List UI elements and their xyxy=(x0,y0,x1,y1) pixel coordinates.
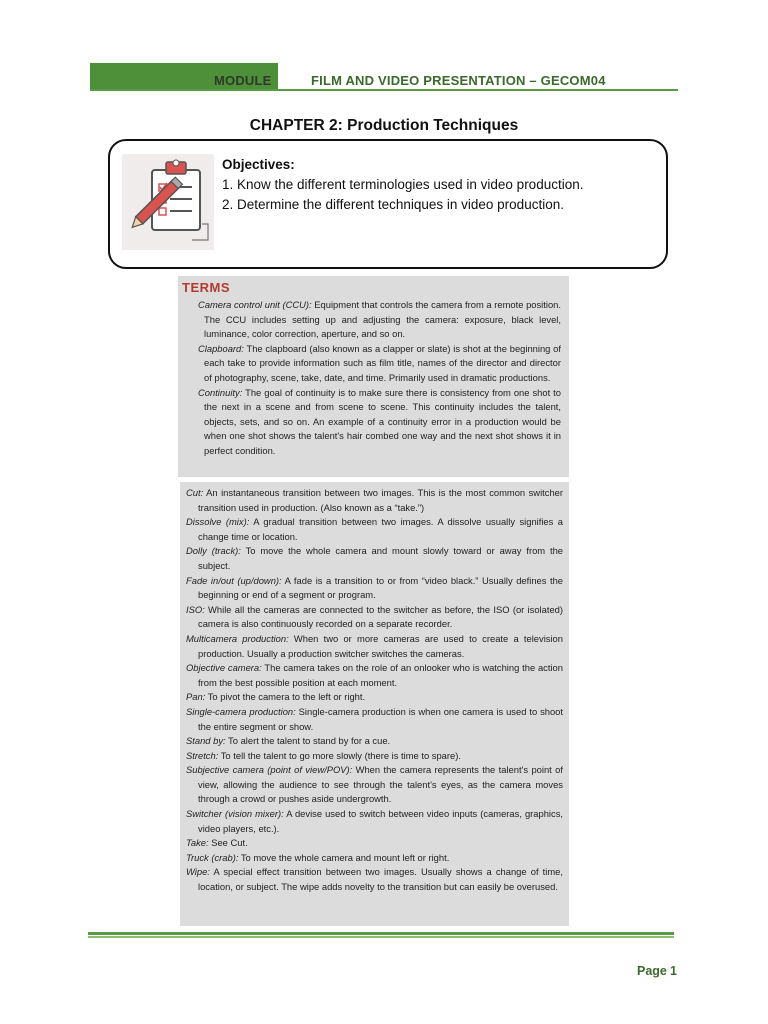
term-name: Cut: xyxy=(186,487,204,498)
term-name: Single-camera production: xyxy=(186,705,296,717)
glossary-entry xyxy=(186,486,564,515)
term-name: Dolly (track): xyxy=(186,545,241,557)
objectives-heading: Objectives: xyxy=(222,157,295,172)
term-name: Subjective camera (point of view/POV): xyxy=(186,764,353,776)
term-name: Stretch: xyxy=(186,749,219,761)
term-definition: While all the cameras are connected to the switcher as before, the ISO (or isolated) camera is also continuously recorded on a separate recorder. xyxy=(198,603,563,630)
footer-rule-light xyxy=(88,936,674,938)
term-name: Take: xyxy=(186,837,209,849)
term-definition: A special effect transition between two images. Usually shows a change of time, location, or subject. The wipe adds novelty to the transition but can easily be overused. xyxy=(198,866,563,893)
term-name: Clapboard: xyxy=(198,342,244,354)
objective-item: 2. Determine the different techniques in video production. xyxy=(222,197,564,212)
term-entry xyxy=(182,342,563,386)
term-definition: Single-camera production is when one camera is used to shoot the entire segment or show. xyxy=(198,705,563,732)
term-definition: Equipment that controls the camera from a remote position. The CCU includes setting up and adjusting the camera: exposure, black level, luminance, color correction, aperture, and so on. xyxy=(204,299,561,340)
term-definition: A gradual transition between two images. A dissolve usually signifies a change time or location. xyxy=(198,516,563,542)
chapter-title: CHAPTER 2: Production Techniques xyxy=(249,117,519,134)
glossary-entry xyxy=(186,763,564,807)
glossary-entry xyxy=(186,851,564,866)
objective-item: 1. Know the different terminologies used in video production. xyxy=(222,177,584,192)
term-definition: A fade is a transition to or from “video black.” Usually defines the beginning or end of a segment or program. xyxy=(198,574,564,601)
glossary-entry xyxy=(186,661,564,690)
glossary-entry xyxy=(186,515,564,544)
term-definition: When the camera represents the talent's point of view, allowing the audience to see through the talent's eyes, as the camera moves through a crowd or pushes aside undergrowth. xyxy=(198,764,563,805)
term-name: Multicamera production: xyxy=(186,632,289,644)
term-name: Wipe: xyxy=(186,866,210,878)
footer-rule xyxy=(88,932,674,935)
term-entry xyxy=(182,298,563,342)
terms-panel xyxy=(178,276,569,477)
page-label: Page xyxy=(637,964,667,978)
term-name: Pan: xyxy=(186,691,206,703)
glossary-entry xyxy=(186,705,564,734)
page-number: 1 xyxy=(670,964,677,978)
term-definition: To move the whole camera and mount slowly toward or away from the subject. xyxy=(198,545,563,571)
glossary-entry xyxy=(186,690,564,705)
term-name: Continuity: xyxy=(198,386,243,398)
term-name: Camera control unit (CCU): xyxy=(198,299,312,310)
glossary-panel xyxy=(180,482,569,926)
checklist-with-pencil-icon xyxy=(122,154,214,250)
term-entry xyxy=(182,386,563,459)
term-definition: An instantaneous transition between two images. This is the most common switcher transition used in production. (Also known as a “take.”) xyxy=(198,487,563,513)
header-module-label: MODULE xyxy=(214,73,272,88)
glossary-entry xyxy=(186,544,564,573)
term-name: Objective camera: xyxy=(186,662,262,674)
glossary-entry xyxy=(186,865,564,894)
term-definition: To pivot the camera to the left or right. xyxy=(205,691,366,703)
terms-heading: TERMS xyxy=(182,280,230,295)
term-definition: A devise used to switch between video inputs (cameras, graphics, video players, etc.). xyxy=(198,808,563,834)
term-definition: The clapboard (also known as a clapper or slate) is shot at the beginning of each take to provide information such as film title, names of the director and director of photography, scene, take, date, and time. Primarily used in dramatic productions. xyxy=(204,342,561,383)
glossary-entry xyxy=(186,836,564,851)
header-rule xyxy=(90,89,678,91)
term-definition: To tell the talent to go more slowly (there is time to spare). xyxy=(218,749,461,761)
glossary-entry xyxy=(186,574,564,603)
term-definition: The goal of continuity is to make sure there is consistency from one shot to the next in a scene and from scene to scene. This continuity includes the talent, objects, sets, and so on. An example of a continuity error in a production would be when one shot shows the talent's hair combed one way and the next shot shows it in perfect condition. xyxy=(204,386,561,456)
glossary-entry xyxy=(186,632,564,661)
term-definition: See Cut. xyxy=(208,837,248,849)
term-definition: The camera takes on the role of an onlooker who is watching the action from the best possible position at each moment. xyxy=(198,662,563,688)
term-name: Stand by: xyxy=(186,735,226,747)
term-name: Dissolve (mix): xyxy=(186,516,250,528)
term-definition: When two or more cameras are used to create a television production. Usually a production switcher switches the cameras. xyxy=(198,632,563,659)
term-name: Truck (crab): xyxy=(186,851,239,863)
header-course-title: FILM AND VIDEO PRESENTATION – GECOM04 xyxy=(311,73,606,88)
glossary-entry xyxy=(186,807,564,836)
glossary-entry xyxy=(186,734,564,749)
glossary-entry xyxy=(186,603,564,632)
term-name: ISO: xyxy=(186,603,205,615)
term-name: Fade in/out (up/down): xyxy=(186,574,282,586)
term-name: Switcher (vision mixer): xyxy=(186,808,284,820)
term-definition: To move the whole camera and mount left or right. xyxy=(238,851,450,863)
term-definition: To alert the talent to stand by for a cue. xyxy=(225,735,391,747)
glossary-entry xyxy=(186,749,564,764)
